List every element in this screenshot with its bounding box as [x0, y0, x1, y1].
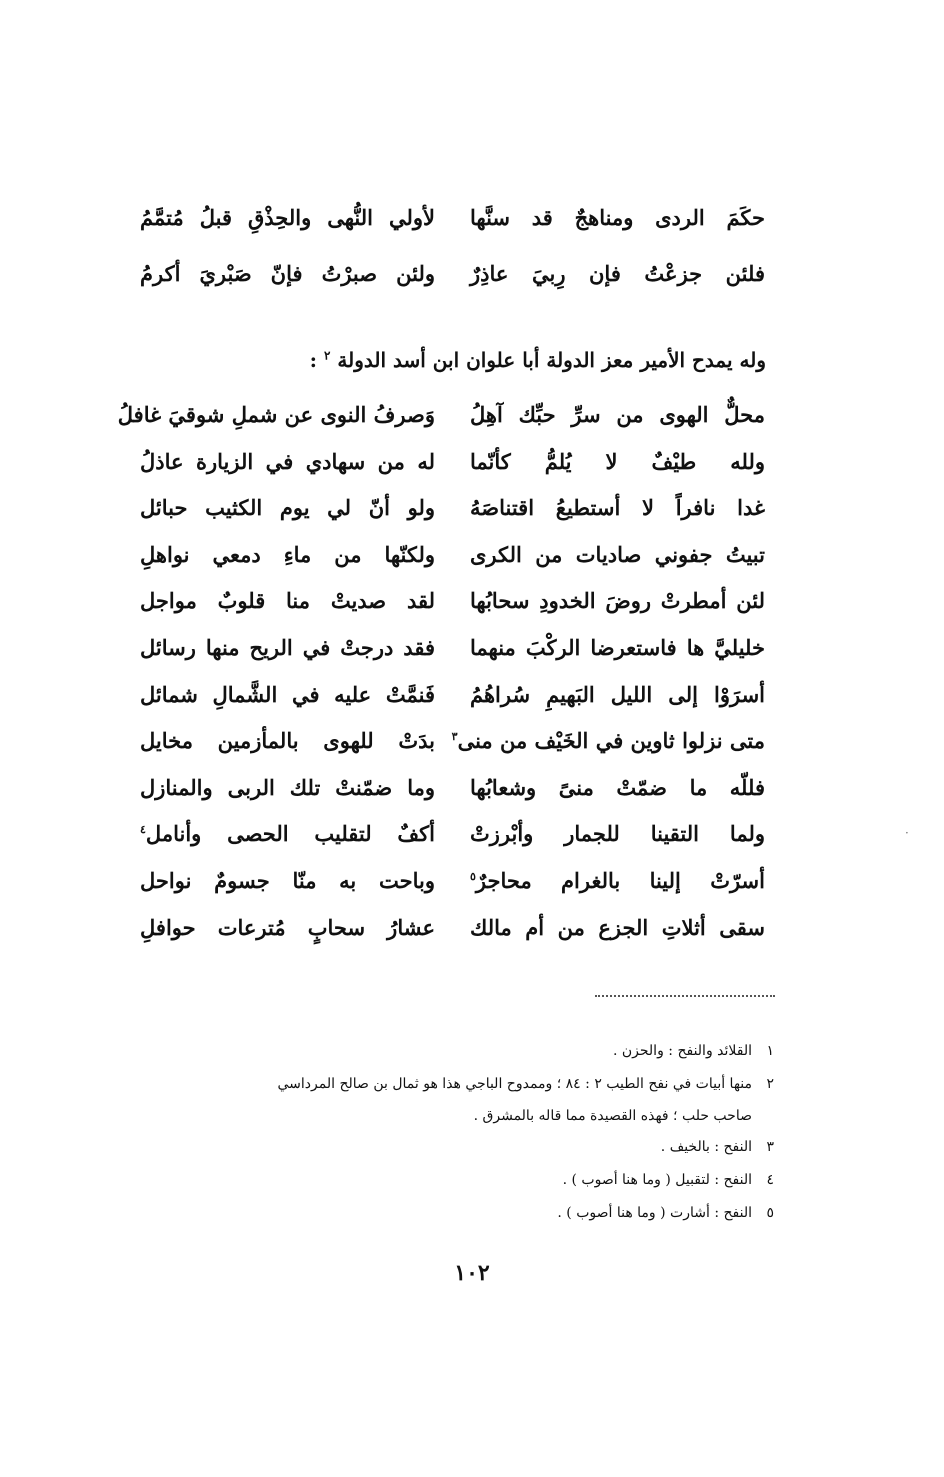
- verse-line: [140, 205, 765, 261]
- first-hemistich: تبيتُ جفوني صاديات من الكرى: [470, 541, 765, 567]
- first-hemistich: ولله طيْفٌ لا يُلمُّ كأنّما: [470, 448, 765, 474]
- second-hemistich: ولئن صبرْتُ فإنّ صَبْريَ أكرمُ: [140, 261, 435, 286]
- footnote-number: ٢: [766, 1076, 774, 1092]
- verse-line: [117, 402, 765, 449]
- footnote-number: ٣: [766, 1139, 774, 1155]
- first-hemistich: فللّه ما ضمّتْ منىً وشعابُها: [470, 774, 765, 800]
- first-hemistich: فلئن جزعْتُ فإن رِبيَ عاذِرٌ: [470, 261, 765, 286]
- footnote-item: [109, 1068, 774, 1101]
- poem-introduction: [310, 348, 766, 372]
- first-hemistich: ولما التقينا للجمار وأبْرزتْ: [470, 821, 765, 847]
- footnote-reference: ٤: [140, 823, 146, 837]
- hemistich-text: أسرّتْ إلينا بالغرام محاجرٌ: [475, 867, 765, 893]
- first-hemistich: لئن أمطرتْ روضَ الخدودِ سحابُها: [470, 588, 765, 614]
- hemistich-text: متى نزلوا ثاوين في الخَيْف من منى: [457, 728, 765, 754]
- footnote-number: ٤: [766, 1172, 774, 1188]
- second-hemistich: فقد درجتْ في الريح منها رسائل: [140, 634, 435, 660]
- first-hemistich: سقى أثلاتِ الجزع من أم مالك: [470, 914, 765, 940]
- footnote-continuation: صاحب حلب ؛ فهذه القصيدة مما قاله بالمشرق .: [473, 1108, 752, 1124]
- second-hemistich: لأولي النُّهى والحِذْقِ قبلُ مُتمَّمُ: [140, 205, 435, 230]
- footnote-number: ١: [766, 1043, 774, 1059]
- footnote-number: ٥: [766, 1205, 774, 1221]
- footnote-item: [109, 1035, 774, 1068]
- footnote-text: النفح : بالخيف .: [660, 1139, 752, 1155]
- margin-mark: ·: [905, 826, 909, 840]
- main-poem: [117, 402, 765, 961]
- verse-line: [140, 588, 765, 635]
- footnote-separator: [595, 995, 775, 997]
- verse-line: [140, 495, 765, 542]
- footnote-item: [109, 1164, 774, 1197]
- first-hemistich: حكَمَ الردى ومناهجٌ قد سنَّها: [470, 205, 765, 230]
- footnote-text: القلائد والنفح : والحزن .: [612, 1043, 752, 1059]
- verse-line: [140, 728, 765, 775]
- footnote-text: منها أبيات في نفح الطيب ٢ : ٨٤ ؛ وممدوح الباجي هذا هو ثمال بن صالح المرداسي: [277, 1076, 752, 1092]
- first-hemistich: محلٌّ الهوى من سرِّ حبِّك آهِلُ: [470, 402, 765, 427]
- first-hemistich: غدا نافراً لا أستطيعُ اقتناصَهُ: [470, 495, 765, 521]
- second-hemistich: ولكنّها من ماءِ دمعي نواهلِ: [140, 541, 435, 567]
- first-hemistich: أسرَوْا إلى الليل البَهيمِ سُراهُمُ: [470, 681, 765, 707]
- intro-text: وله يمدح الأمير معز الدولة أبا علوان ابن أسد الدولة: [337, 348, 766, 372]
- verse-line: [140, 449, 765, 496]
- footnote-reference: ٥: [470, 869, 476, 883]
- first-hemistich: [470, 868, 765, 893]
- verse-line: [140, 915, 765, 962]
- footnote-item: [109, 1131, 774, 1164]
- verse-line: [140, 542, 765, 589]
- second-hemistich: فَنمَّتْ عليه في الشَّمالِ شمائل: [140, 681, 435, 707]
- verse-line: [140, 821, 765, 868]
- hemistich-text: أكفٌ لتقليب الحصى وأنامل: [145, 821, 435, 847]
- verse-line: [140, 868, 765, 915]
- verse-line: [140, 261, 765, 317]
- page-number: ١٠٢: [454, 1260, 490, 1286]
- second-hemistich: وما ضمّنتْ تلك الربى والمنازل: [140, 774, 435, 800]
- second-hemistich: ولو أنّ لي يوم الكثيب حبائل: [140, 495, 435, 521]
- second-hemistich: وباحت به منّا جسومٌ نواحل: [140, 867, 435, 893]
- footnote-item: [109, 1197, 774, 1230]
- second-hemistich: بدَتْ للهوى بالمأزمين مخايل: [140, 728, 435, 754]
- verse-line: [140, 635, 765, 682]
- footnotes: [109, 1035, 774, 1230]
- first-hemistich: خليليَّ ها فاستعرضا الركْبَ منهما: [470, 634, 765, 660]
- intro-tail: :: [309, 348, 318, 372]
- opening-verses: [140, 205, 765, 317]
- footnote-text: النفح : لتقبيل ( وما هنا أصوب ) .: [562, 1172, 752, 1188]
- second-hemistich: وَصرفُ النوى عن شملِ شوقيَ غافلُ: [117, 402, 435, 427]
- second-hemistich: لقد صديتْ منا قلوبٌ مواجل: [140, 588, 435, 614]
- footnote-reference: ٣: [451, 730, 458, 744]
- verse-line: [140, 682, 765, 729]
- verse-line: [140, 775, 765, 822]
- second-hemistich: له من سهادي في الزيارة عاذلُ: [140, 448, 435, 474]
- first-hemistich: [451, 728, 765, 754]
- footnote-reference: ٢: [324, 348, 331, 363]
- footnote-text: النفح : أشارت ( وما هنا أصوب ) .: [557, 1205, 752, 1221]
- second-hemistich: [140, 821, 435, 846]
- second-hemistich: عشارُ سحابٍ مُترعات حوافلِ: [140, 914, 435, 940]
